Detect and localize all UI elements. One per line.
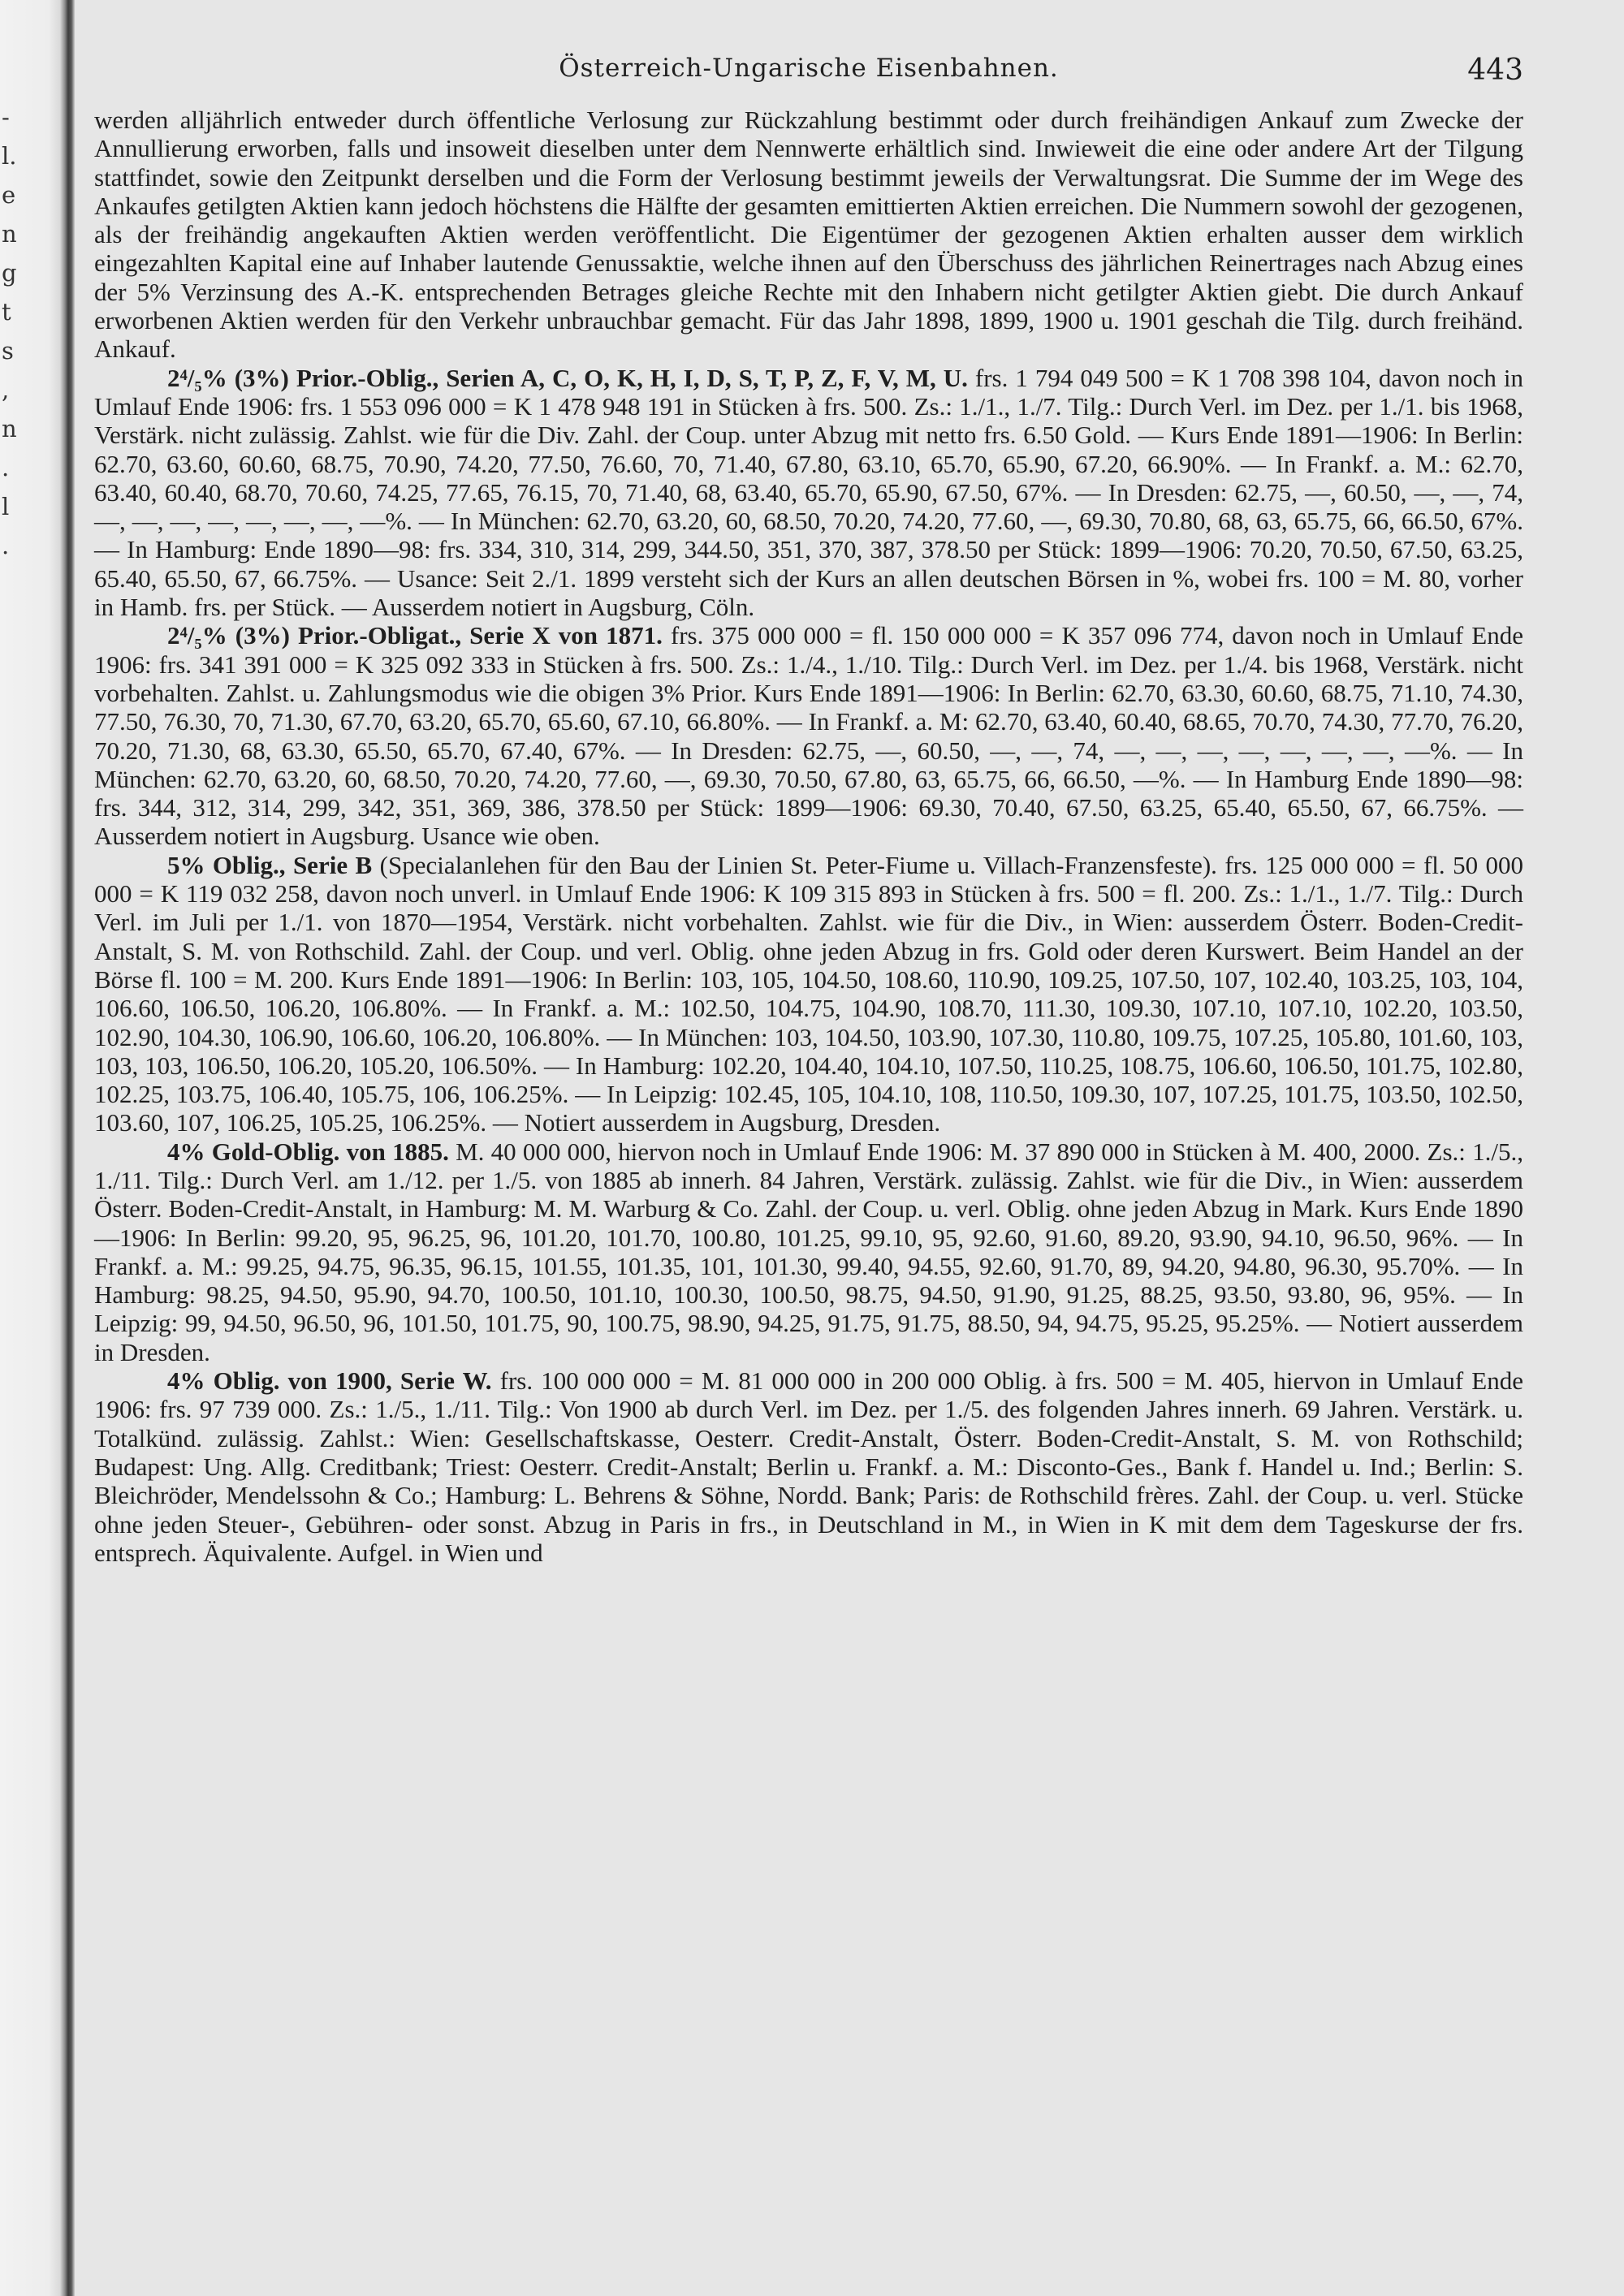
bond-heading: 4% Oblig. von 1900, Serie W. (167, 1366, 500, 1396)
margin-fragment: t (2, 298, 11, 326)
margin-fragment: . (2, 532, 10, 559)
bond-heading: 2⁴/₅% (3%) Prior.-Obligat., Serie X von 1871. (167, 621, 671, 650)
bond-heading: 4% Gold-Oblig. von 1885. (167, 1137, 456, 1166)
bond-text: frs. 375 000 000 = fl. 150 000 000 = K 357 096 774, davon noch in Umlauf Ende 1906: frs. 341 391 000 = K 325 092 333 in Stücken à frs. 500. Zs.: 1./4., 1./10. Tilg.: Durch Verl. im Dez. per 1./4. bis 1968, Verstärk. nicht vorbehalten. Zahlst. u. Zahlungsmodus wie die obigen 3% Prior. Kurs Ende 1891—1906: In Berlin: 62.70, 63.30, 60.60, 68.75, 71.10, 74.30, 77.50, 76.30, 70, 71.30, 67.70, 63.20, 65.70, 65.60, 67.10, 66.80%. — In Frankf. a. M: 62.70, 63.40, 60.40, 68.65, 70.70, 74.30, 77.70, 76.20, 70.20, 71.30, 68, 63.30, 65.50, 65.70, 67.40, 67%. — In Dresden: 62.75, —, 60.50, —, —, 74, —, —, —, —, —, —, —, —%. — In München: 62.70, 63.20, 60, 68.50, 70.20, 74.20, 77.60, —, 69.30, 70.50, 67.80, 63, 65.75, 66, 66.50, —%. — In Hamburg Ende 1890—98: frs. 344, 312, 314, 299, 342, 351, 369, 386, 378.50 per Stück: 1899—1906: 69.30, 70.40, 67.50, 63.25, 65.40, 65.50, 67, 66.75%. — Ausserdem notiert in Augsburg. Usance wie oben. (94, 621, 1523, 851)
bond-entry (94, 851, 1523, 1137)
margin-fragment: s (2, 337, 14, 365)
bond-text: (Specialanlehen für den Bau der Linien St. Peter-Fiume u. Villach-Franzensfeste). frs. 125 000 000 = fl. 50 000 000 = K 119 032 258, davon noch unverl. in Umlauf Ende 1906: K 109 315 893 in Stücken à frs. 500 = fl. 200. Zs.: 1./1., 1./7. Tilg.: Durch Verl. im Juli per 1./1. von 1870—1954, Verstärk. nicht vorbehalten. Zahlst. wie für die Div., in Wien: ausserdem Österr. Boden-Credit-Anstalt, S. M. von Rothschild. Zahl. der Coup. und verl. Oblig. ohne jeden Abzug in frs. Gold oder deren Kurswert. Beim Handel an der Börse fl. 100 = M. 200. Kurs Ende 1891—1906: In Berlin: 103, 105, 104.50, 108.60, 110.90, 109.25, 107.50, 107, 102.40, 103.25, 103, 104, 106.60, 106.50, 106.20, 106.80%. — In Frankf. a. M.: 102.50, 104.75, 104.90, 108.70, 111.30, 109.30, 107.10, 107.10, 102.20, 103.50, 102.90, 104.30, 106.90, 106.60, 106.20, 106.80%. — In München: 103, 104.50, 103.90, 107.30, 110.80, 109.75, 107.25, 105.80, 101.60, 103, 103, 103, 106.50, 106.20, 105.20, 106.50%. — In Hamburg: 102.20, 104.40, 104.10, 107.50, 110.25, 108.75, 106.60, 106.50, 101.75, 102.80, 102.25, 103.75, 106.40, 105.75, 106, 106.25%. — In Leipzig: 102.45, 105, 104.10, 108, 110.50, 109.30, 107, 107.25, 101.75, 103.50, 102.50, 103.60, 107, 106.25, 105.25, 106.25%. — Notiert ausserdem in Augsburg, Dresden. (94, 850, 1524, 1137)
page-header (94, 49, 1523, 106)
margin-fragment: g (2, 259, 17, 287)
previous-page-margin-fragments (2, 97, 16, 565)
margin-fragment: . (2, 454, 10, 481)
margin-fragment: n (2, 415, 17, 442)
bond-entry (94, 364, 1523, 622)
margin-fragment: e (2, 181, 16, 209)
bond-text: frs. 1 794 049 500 = K 1 708 398 104, davon noch in Umlauf Ende 1906: frs. 1 553 096 000 = K 1 478 948 191 in Stücken à frs. 500. Zs.: 1./1., 1./7. Tilg.: Durch Verl. im Dez. per 1./1. bis 1968, Verstärk. nicht zulässig. Zahlst. wie für die Div. Zahl. der Coup. unter Abzug mit netto frs. 6.50 Gold. — Kurs Ende 1891—1906: In Berlin: 62.70, 63.60, 60.60, 68.75, 70.90, 74.20, 77.50, 76.60, 70, 71.40, 67.80, 63.10, 65.70, 65.90, 67.20, 66.90%. — In Frankf. a. M.: 62.70, 63.40, 60.40, 68.70, 70.60, 74.25, 77.65, 76.15, 70, 71.40, 68, 63.40, 65.70, 65.90, 67.50, 67%. — In Dresden: 62.75, —, 60.50, —, —, 74, —, —, —, —, —, —, —, —%. — In München: 62.70, 63.20, 60, 68.50, 70.20, 74.20, 77.60, —, 69.30, 70.80, 68, 63, 65.75, 66, 66.50, 67%. — In Hamburg: Ende 1890—98: frs. 334, 310, 314, 299, 344.50, 351, 370, 387, 378.50 per Stück: 1899—1906: 70.20, 70.50, 67.50, 63.25, 65.40, 65.50, 67, 66.75%. — Usance: Seit 2./1. 1899 versteht sich der Kurs an allen deutschen Börsen in %, wobei frs. 100 = M. 80, vorher in Hamb. frs. per Stück. — Ausserdem notiert in Augsburg, Cöln. (94, 363, 1523, 622)
bond-entry (94, 1137, 1523, 1366)
margin-fragment: l (2, 493, 10, 520)
paragraph (94, 106, 1523, 364)
page-number: 443 (1467, 54, 1523, 87)
paragraph-text: werden alljährlich entweder durch öffentliche Verlosung zur Rückzahlung bestimmt oder durch freihändigen Ankauf zum Zwecke der Annullierung erworben, falls und insoweit dieselben unter dem Nennwerte erhältlich sind. Inwieweit die eine oder andere Art der Tilgung stattfindet, sowie den Zeitpunkt derselben und die Form der Verlosung bestimmt jeweils der Verwaltungsrat. Die Summe der im Wege des Ankaufes getilgten Aktien kann jedoch höchstens die Hälfte der gesamten emittierten Aktien erreichen. Die Nummern sowohl der gezogenen, als der freihändig angekauften Aktien werden veröffentlicht. Die Eigentümer der gezogenen Aktien erhalten ausser dem wirklich eingezahlten Kapital eine auf Inhaber lautende Genussaktie, welche ihnen auf den Überschuss des jährlichen Reinertrages nach Abzug eines der 5% Verzinsung des A.-K. entsprechenden Betrages gleiche Rechte mit den Inhabern nicht getilgter Aktien giebt. Die durch Ankauf erworbenen Aktien werden für den Verkehr unbrauchbar gemacht. Für das Jahr 1898, 1899, 1900 u. 1901 geschah die Tilg. durch freihänd. Ankauf. (94, 106, 1523, 364)
body-text (94, 106, 1523, 1567)
bond-heading: 5% Oblig., Serie B (167, 850, 380, 879)
margin-fragment: l. (2, 142, 17, 170)
bond-entry (94, 621, 1523, 850)
bond-text: M. 40 000 000, hiervon noch in Umlauf Ende 1906: M. 37 890 000 in Stücken à M. 400, 2000. Zs.: 1./5., 1./11. Tilg.: Durch Verl. am 1./12. per 1./5. von 1885 ab innerh. 84 Jahren, Verstärk. zulässig. Zahlst. wie für die Div., in Wien: ausserdem Österr. Boden-Credit-Anstalt, in Hamburg: M. M. Warburg & Co. Zahl. der Coup. u. verl. Oblig. ohne jeden Abzug in Mark. Kurs Ende 1890—1906: In Berlin: 99.20, 95, 96.25, 96, 101.20, 101.70, 100.80, 101.25, 99.10, 95, 92.60, 91.60, 89.20, 93.90, 94.10, 96.50, 96%. — In Frankf. a. M.: 99.25, 94.75, 96.35, 96.15, 101.55, 101.35, 101, 101.30, 99.40, 94.55, 92.60, 91.70, 89, 94.20, 94.80, 96.30, 95.70%. — In Hamburg: 98.25, 94.50, 95.90, 94.70, 100.50, 101.10, 100.30, 100.50, 98.75, 94.50, 91.90, 91.25, 88.25, 93.50, 93.80, 96, 95%. — In Leipzig: 99, 94.50, 96.50, 96, 101.50, 101.75, 90, 100.75, 98.90, 94.25, 91.75, 91.75, 88.50, 94, 94.75, 95.25, 95.25%. — Notiert ausserdem in Dresden. (94, 1137, 1524, 1366)
document-page (94, 49, 1523, 1567)
running-head: Österreich-Ungarische Eisenbahnen. (559, 54, 1059, 83)
margin-fragment: - (2, 103, 10, 131)
bond-text: frs. 100 000 000 = M. 81 000 000 in 200 000 Oblig. à frs. 500 = M. 405, hiervon in Umlauf Ende 1906: frs. 97 739 000. Zs.: 1./5., 1./11. Tilg.: Von 1900 ab durch Verl. im Dez. per 1./5. des folgenden Jahres innerh. 69 Jahren. Verstärk. u. Totalkünd. zulässig. Zahlst.: Wien: Gesellschaftskasse, Oesterr. Credit-Anstalt, Österr. Boden-Credit-Anstalt, S. M. von Rothschild; Budapest: Ung. Allg. Creditbank; Triest: Oesterr. Credit-Anstalt; Berlin u. Frankf. a. M.: Disconto-Ges., Bank f. Handel u. Ind.; Berlin: S. Bleichröder, Mendelssohn & Co.; Hamburg: L. Behrens & Söhne, Nordd. Bank; Paris: de Rothschild frères. Zahl. der Coup. u. verl. Stücke ohne jeden Steuer-, Gebühren- oder sonst. Abzug in Paris in frs., in Deutschland in M., in Wien in K mit dem dem Tageskurse der frs. entsprech. Äquivalente. Aufgel. in Wien und (94, 1366, 1523, 1567)
margin-fragment: n (2, 220, 17, 248)
margin-fragment: , (2, 376, 10, 404)
bond-heading: 2⁴/₅% (3%) Prior.-Oblig., Serien A, C, O, K, H, I, D, S, T, P, Z, F, V, M, U. (167, 363, 975, 392)
bond-entry (94, 1366, 1523, 1567)
